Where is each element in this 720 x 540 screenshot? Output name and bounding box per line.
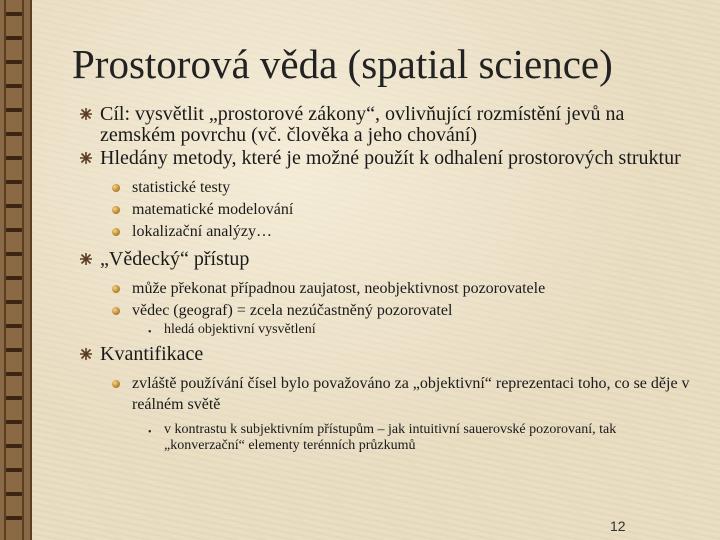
bullet-text: Hledány metody, které je možné použít k odhalení prostorových struktur [100,147,681,169]
border-notch [6,228,22,232]
border-notch [6,348,22,352]
bullet-text: hledá objektivní vysvětlení [164,322,316,337]
border-notch [6,444,22,448]
bullet-text: lokalizační analýzy… [132,223,272,240]
border-notch [6,108,22,112]
sub-bullet-item [80,177,700,198]
border-notch [6,276,22,280]
border-rail [4,0,6,540]
gold-dot-bullet-icon [112,184,120,192]
bullet-item [80,344,700,365]
border-notch [6,300,22,304]
border-notch [6,36,22,40]
sub-sub-bullet-item [80,422,700,454]
border-notch [6,180,22,184]
border-notch [6,12,22,16]
decorative-left-border [0,0,32,540]
page-number: 12 [610,518,626,534]
border-notch [6,396,22,400]
slide-title: Prostorová věda (spatial science) [72,41,613,87]
bullet-text: Cíl: vysvětlit „prostorové zákony“, ovlivňující rozmístění jevů na zemském povrchu (vč. člověka a jeho chování) [100,103,625,146]
border-notch [6,60,22,64]
asterisk-bullet-icon [80,152,92,164]
border-notch [6,420,22,424]
gold-dot-bullet-icon [112,206,120,214]
bullet-item [80,104,700,146]
border-notch [6,132,22,136]
bullet-text: „Vědecký“ přístup [100,248,250,270]
bullet-item [80,148,700,169]
asterisk-bullet-icon [80,108,92,120]
border-notch [6,372,22,376]
bullet-text: matematické modelování [132,201,294,218]
sub-bullet-item [80,300,700,321]
gold-dot-bullet-icon [112,285,120,293]
gold-dot-bullet-icon [112,380,120,388]
bullet-item [80,249,700,270]
border-notch [6,468,22,472]
asterisk-bullet-icon [80,253,92,265]
bullet-text: vědec (geograf) = zcela nezúčastněný pozorovatel [132,302,453,319]
asterisk-bullet-icon [80,348,92,360]
gold-dot-bullet-icon [112,228,120,236]
border-notch [6,204,22,208]
border-notch [6,492,22,496]
small-dot-bullet-icon: • [148,427,152,438]
border-notch [6,516,22,520]
border-notch [6,156,22,160]
sub-bullet-item [80,278,700,299]
bullet-text: statistické testy [132,179,231,196]
border-notch [6,252,22,256]
bullet-list [80,104,700,456]
sub-bullet-item [80,221,700,242]
small-dot-bullet-icon: • [148,327,152,338]
bullet-text: v kontrastu k subjektivním přístupům – jak intuitivní sauerovské pozorovaní, tak „konverzační“ elementy terénních průzkumů [164,422,617,453]
sub-sub-bullet-item [80,322,700,338]
bullet-text: Kvantifikace [100,343,204,365]
border-notch [6,324,22,328]
bullet-text: může překonat případnou zaujatost, neobjektivnost pozorovatele [132,280,546,297]
sub-bullet-item [80,373,700,415]
bullet-text: zvláště používání čísel bylo považováno za „objektivní“ reprezentaci toho, co se děje v reálném světě [132,375,690,413]
gold-dot-bullet-icon [112,307,120,315]
sub-bullet-item [80,199,700,220]
border-notch [6,84,22,88]
border-rail [22,0,24,540]
